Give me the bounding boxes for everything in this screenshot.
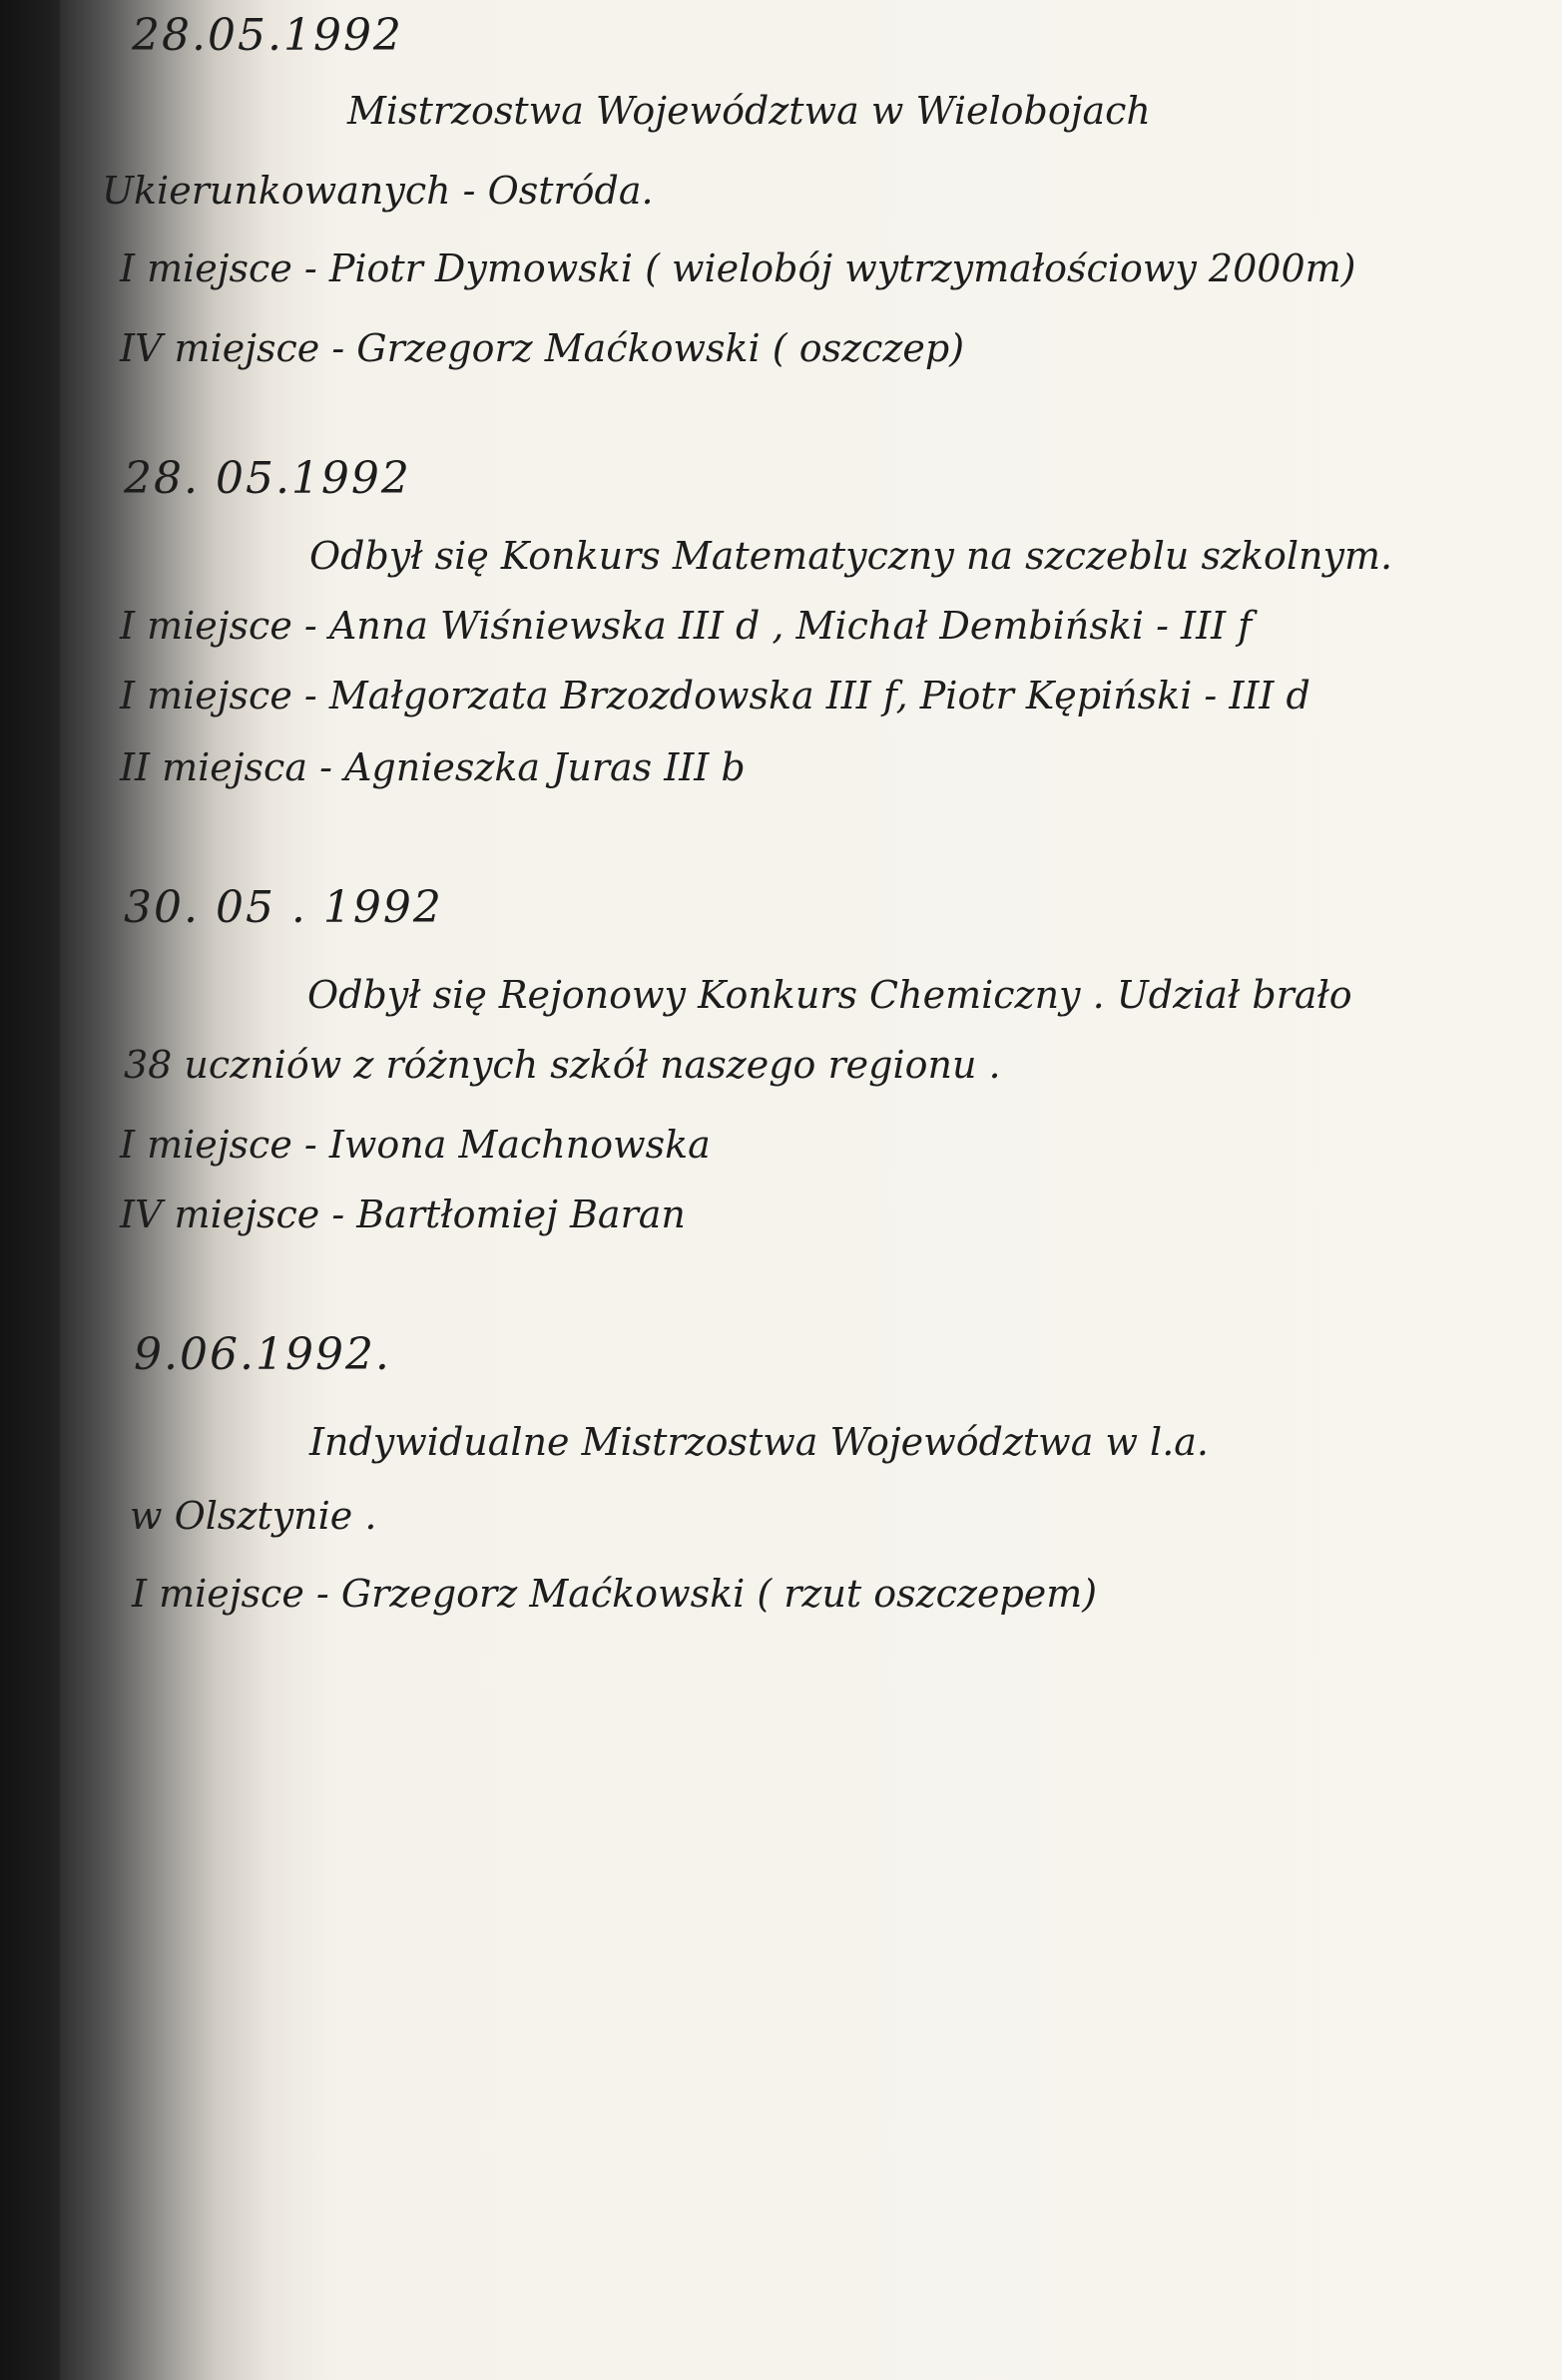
entry-text-line: I miejsce - Małgorzata Brzozdowska III f, Piotr Kępiński - III d bbox=[120, 674, 1310, 717]
entry-text-line: Odbył się Rejonowy Konkurs Chemiczny . Udział brało bbox=[307, 973, 1352, 1017]
entry-text-line: I miejsce - Iwona Machnowska bbox=[120, 1123, 711, 1167]
entry-date: 28.05.1992 bbox=[132, 10, 403, 61]
entry-text-line: w Olsztynie . bbox=[130, 1494, 377, 1538]
entry-text-line: IV miejsce - Grzegorz Maćkowski ( oszczep) bbox=[120, 326, 965, 370]
entry-date: 9.06.1992. bbox=[134, 1329, 391, 1380]
entry-text-line: Indywidualne Mistrzostwa Województwa w l.a. bbox=[309, 1420, 1210, 1464]
page-binding-shadow bbox=[0, 0, 60, 2380]
entry-text-line: Mistrzostwa Województwa w Wielobojach bbox=[347, 89, 1151, 133]
entry-text-line: IV miejsce - Bartłomiej Baran bbox=[120, 1192, 686, 1236]
entry-text-line: I miejsce - Piotr Dymowski ( wielobój wytrzymałościowy 2000m) bbox=[120, 246, 1356, 290]
entry-text-line: 38 uczniów z różnych szkół naszego regionu . bbox=[124, 1043, 1001, 1087]
entry-date: 28. 05.1992 bbox=[124, 453, 411, 504]
entry-text-line: Ukierunkowanych - Ostróda. bbox=[102, 169, 654, 213]
entry-text-line: I miejsce - Grzegorz Maćkowski ( rzut oszczepem) bbox=[132, 1572, 1098, 1616]
entry-date: 30. 05 . 1992 bbox=[124, 882, 443, 933]
entry-text-line: II miejsca - Agnieszka Juras III b bbox=[120, 745, 746, 789]
entry-text-line: Odbył się Konkurs Matematyczny na szczeblu szkolnym. bbox=[309, 534, 1393, 578]
entry-text-line: I miejsce - Anna Wiśniewska III d , Michał Dembiński - III f bbox=[120, 604, 1253, 648]
